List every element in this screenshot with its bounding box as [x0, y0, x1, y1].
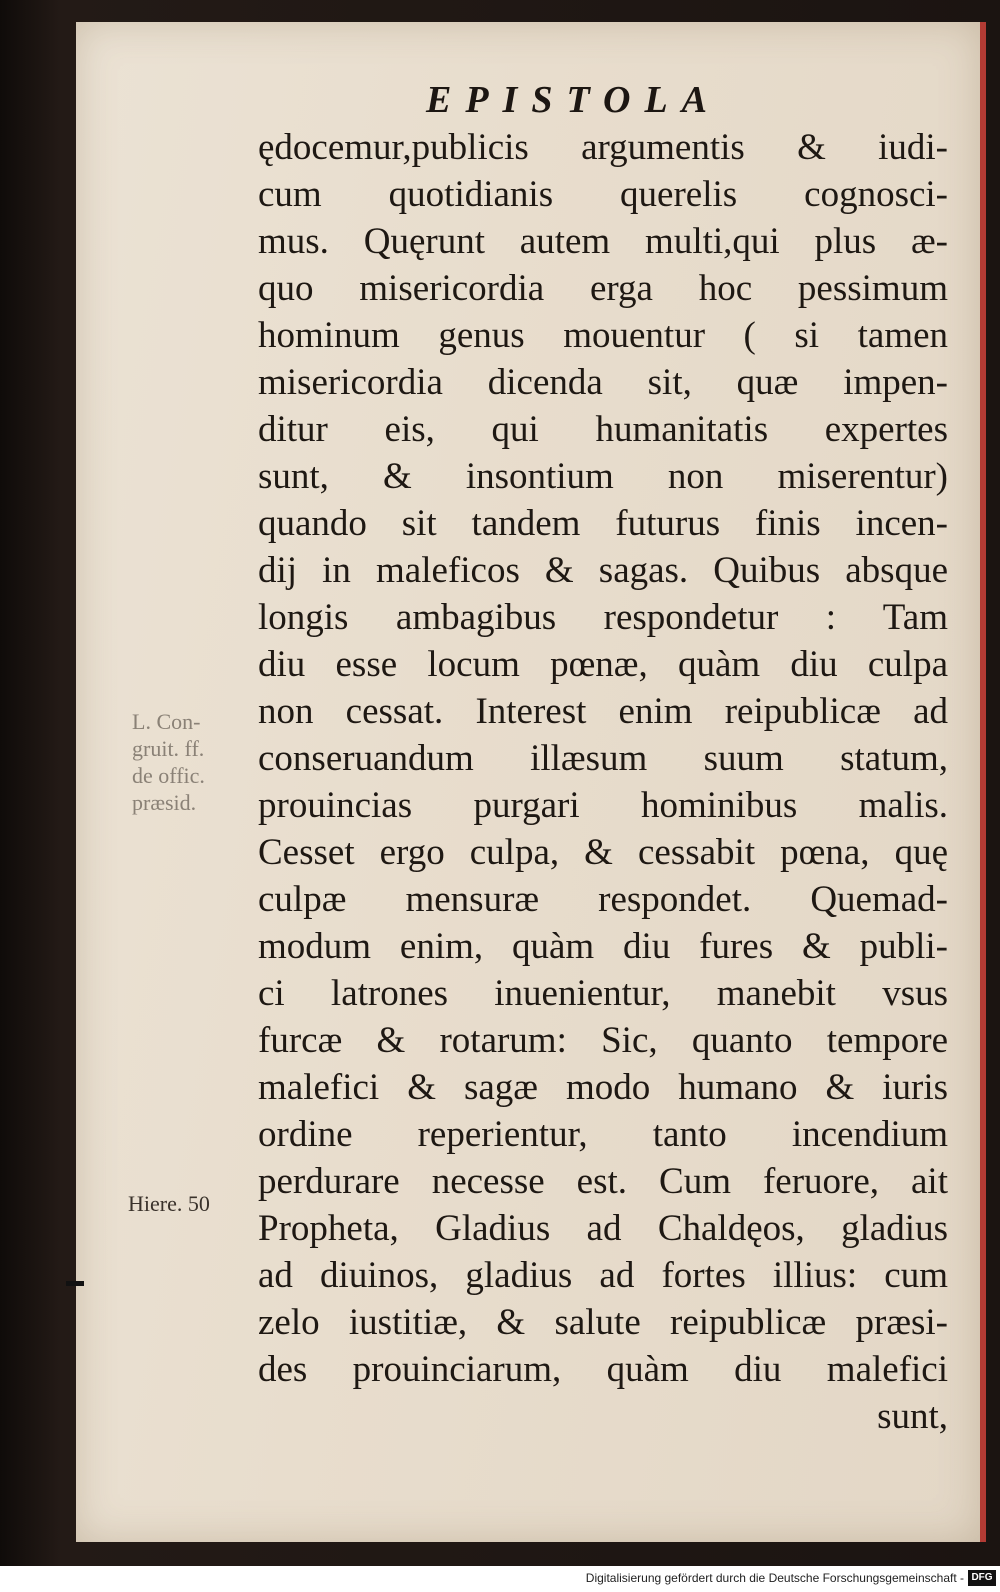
- text-block: [258, 124, 948, 1440]
- text-line: ordine reperientur, tanto incendium: [258, 1114, 948, 1155]
- text-line: mus. Quęrunt autem multi,qui plus æ-: [258, 221, 948, 262]
- text-line: conseruandum illæsum suum statum,: [258, 738, 948, 779]
- marginal-citation-line: præsid.: [132, 790, 197, 815]
- catchword: sunt,: [877, 1396, 948, 1437]
- ink-mark: [66, 1281, 84, 1286]
- marginal-citation-hiere: [128, 1190, 210, 1217]
- text-line: prouincias purgari hominibus malis.: [258, 785, 948, 826]
- marginal-citation-line: gruit. ff.: [132, 736, 205, 761]
- text-line: sunt, & insontium non miserentur): [258, 456, 948, 497]
- text-line: hominum genus mouentur ( si tamen: [258, 315, 948, 356]
- text-line: culpæ mensuræ respondet. Quemad-: [258, 879, 948, 920]
- text-line: ad diuinos, gladius ad fortes illius: cum: [258, 1255, 948, 1296]
- text-line: ędocemur,publicis argumentis & iudi-: [258, 127, 948, 168]
- page-edge: [980, 22, 986, 1542]
- marginal-citation-line: L. Con-: [132, 709, 201, 734]
- text-line: des prouinciarum, quàm diu malefici: [258, 1349, 948, 1390]
- text-line: Cesset ergo culpa, & cessabit pœna, quę: [258, 832, 948, 873]
- text-line: perdurare necesse est. Cum feruore, ait: [258, 1161, 948, 1202]
- text-line: Propheta, Gladius ad Chaldęos, gladius: [258, 1208, 948, 1249]
- text-line: ci latrones inuenientur, manebit vsus: [258, 973, 948, 1014]
- marginal-citation-line: de offic.: [132, 763, 205, 788]
- marginal-citation: [132, 708, 205, 816]
- text-line: modum enim, quàm diu fures & publi-: [258, 926, 948, 967]
- text-line: quo misericordia erga hoc pessimum: [258, 268, 948, 309]
- text-line: diu esse locum pœnæ, quàm diu culpa: [258, 644, 948, 685]
- book-page: [76, 22, 980, 1542]
- text-line: malefici & sagæ modo humano & iuris: [258, 1067, 948, 1108]
- dfg-logo: DFG: [968, 1570, 996, 1586]
- marginal-citation-line: Hiere. 50: [128, 1191, 210, 1216]
- text-line: furcæ & rotarum: Sic, quanto tempore: [258, 1020, 948, 1061]
- text-line: longis ambagibus respondetur : Tam: [258, 597, 948, 638]
- text-line: zelo iustitiæ, & salute reipublicæ præsi-: [258, 1302, 948, 1343]
- text-line: quando sit tandem futurus finis incen-: [258, 503, 948, 544]
- text-line: cum quotidianis querelis cognosci-: [258, 174, 948, 215]
- text-line: misericordia dicenda sit, quæ impen-: [258, 362, 948, 403]
- running-title: EPISTOLA: [426, 79, 722, 121]
- funding-credit: Digitalisierung gefördert durch die Deutsche Forschungsgemeinschaft -: [585, 1571, 964, 1585]
- footer-bar: [0, 1566, 1000, 1592]
- text-line: ditur eis, qui humanitatis expertes: [258, 409, 948, 450]
- text-line: non cessat. Interest enim reipublicæ ad: [258, 691, 948, 732]
- text-line: dij in maleficos & sagas. Quibus absque: [258, 550, 948, 591]
